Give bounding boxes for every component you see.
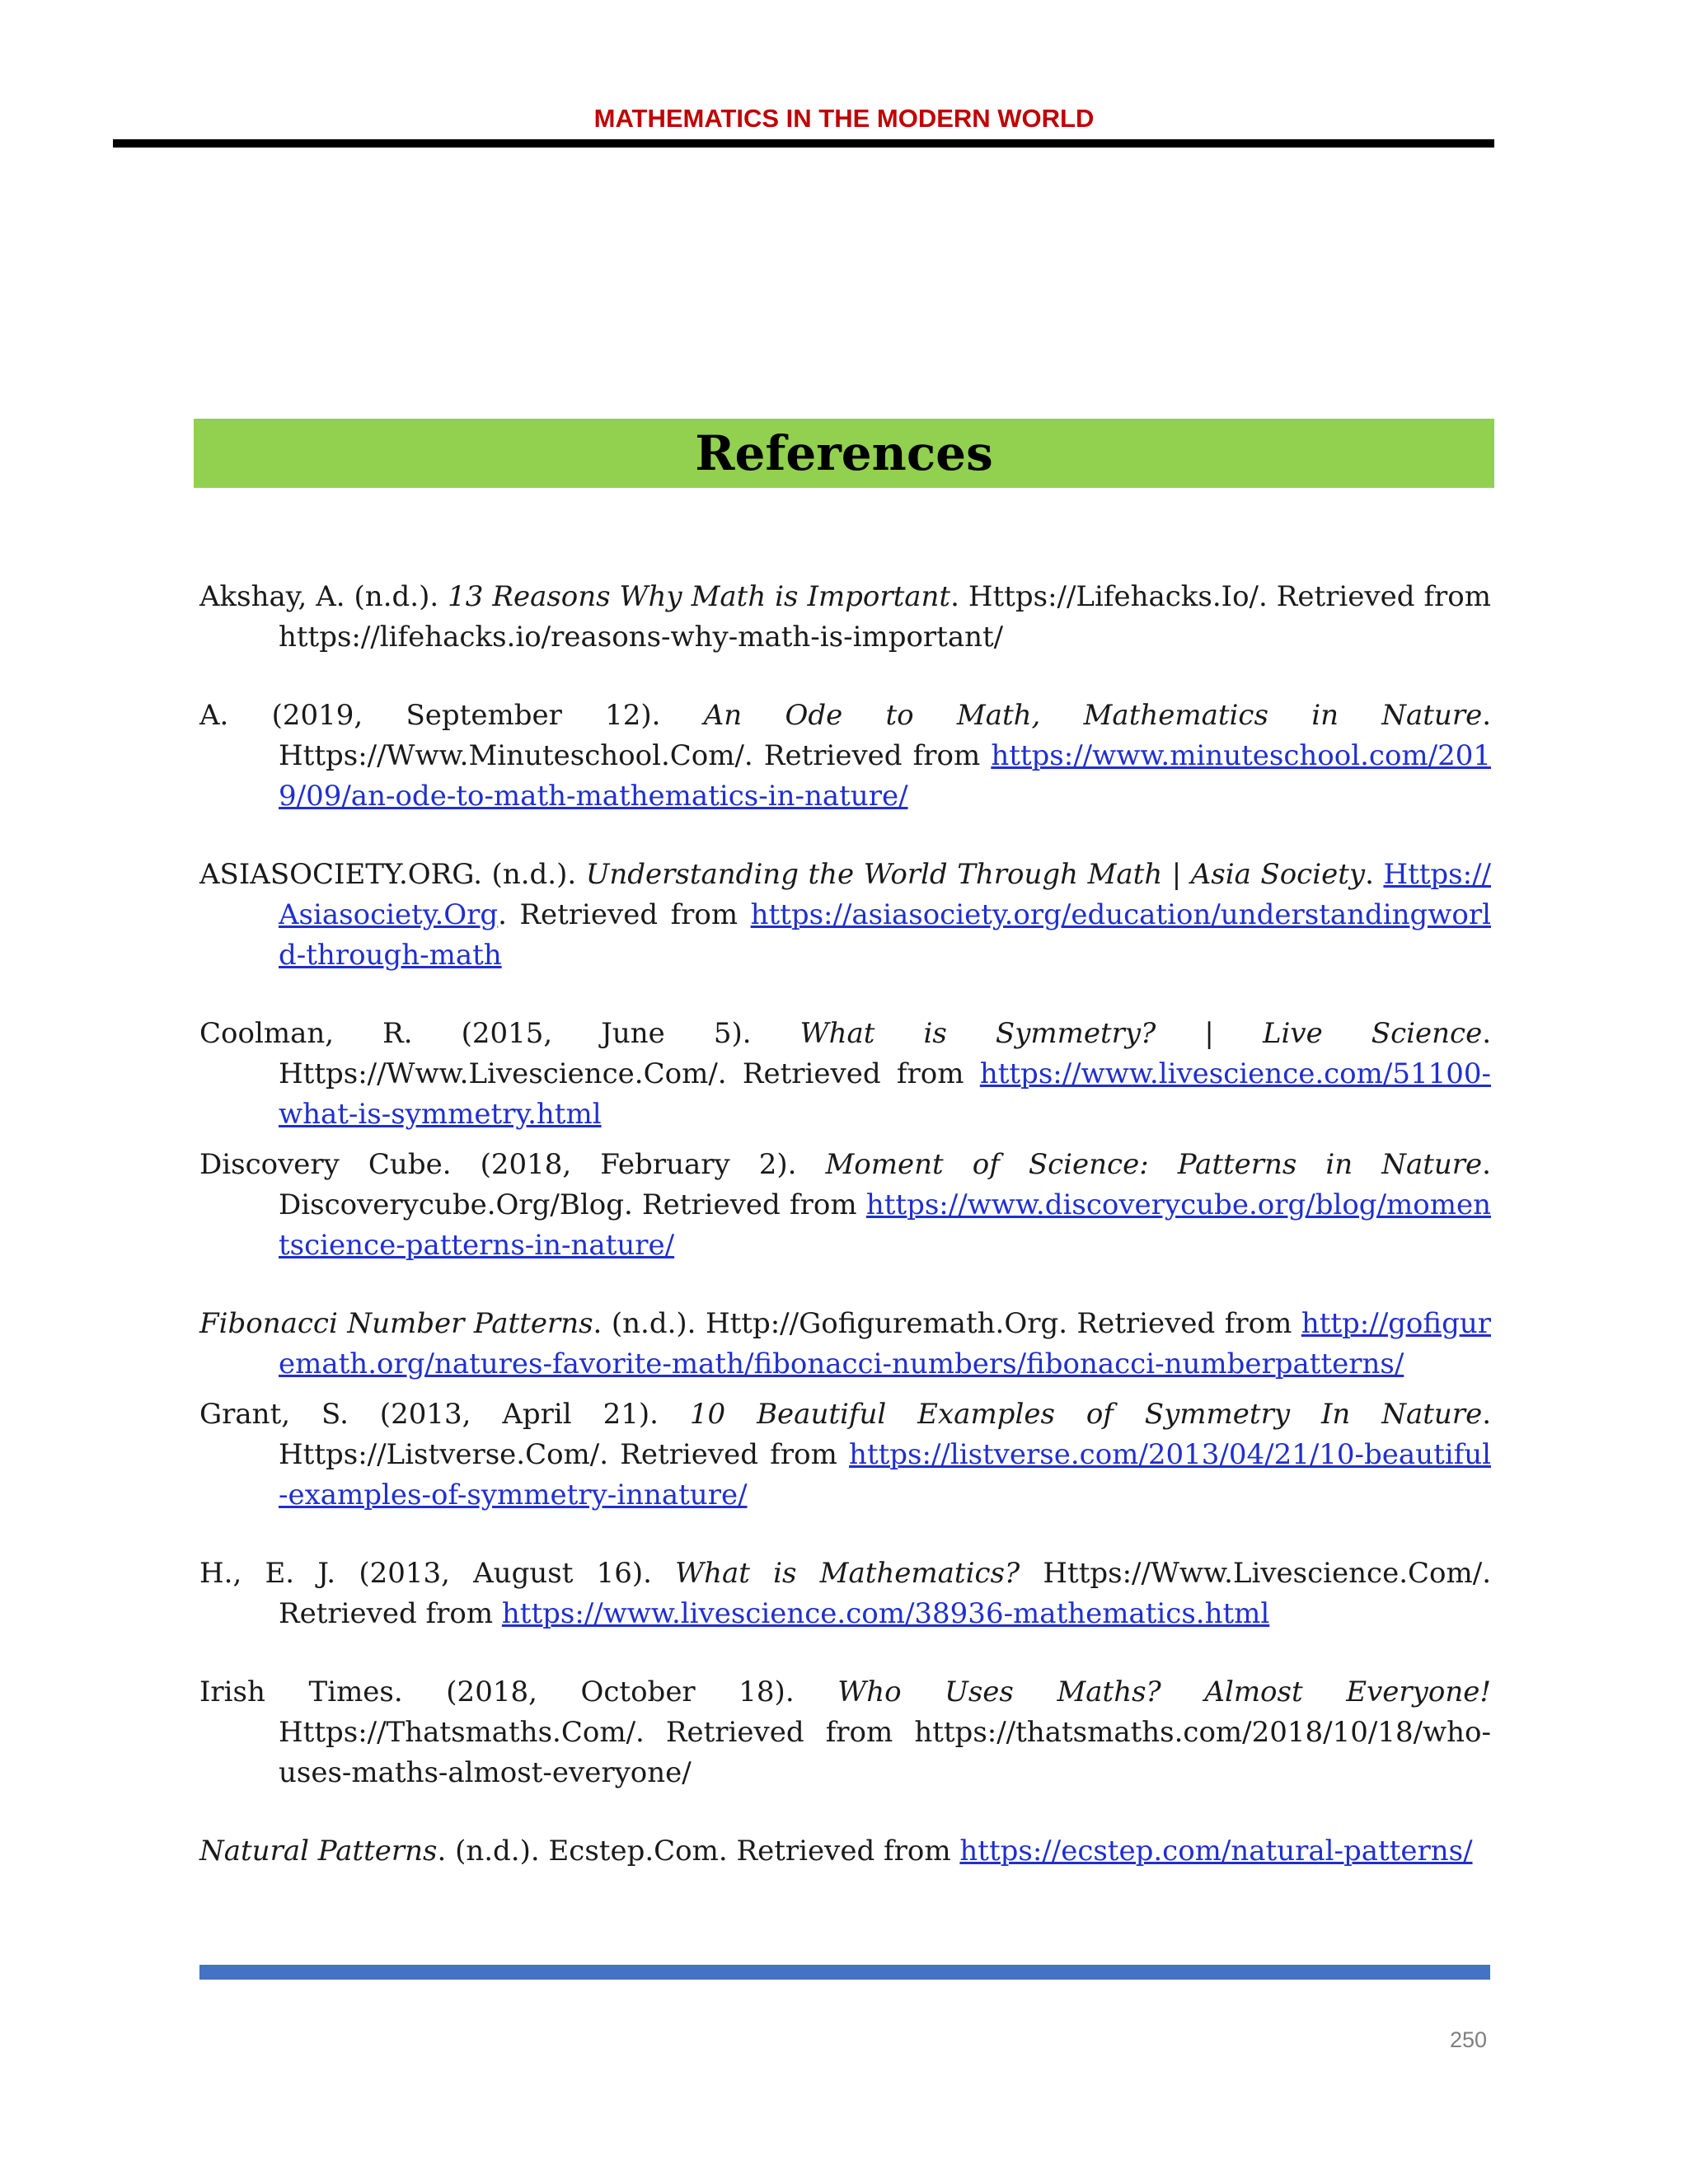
reference-entry — [199, 1014, 1491, 1135]
reference-link[interactable]: https://www.livescience.com/38936-mathematics.html — [501, 1597, 1270, 1630]
reference-author: Grant, S. (2013, April 21). — [199, 1398, 690, 1431]
reference-author: Akshay, A. (n.d.). — [199, 580, 448, 613]
footer-rule — [199, 1965, 1490, 1980]
reference-source: Https://Www.Livescience.Com/. Retrieved from — [279, 1557, 1491, 1630]
reference-title: 10 Beautiful Examples of Symmetry In Nature — [689, 1398, 1483, 1431]
reference-title: Natural Patterns — [199, 1835, 438, 1868]
reference-title: Who Uses Maths? Almost Everyone! — [837, 1675, 1492, 1708]
reference-title: 13 Reasons Why Math is Important — [448, 580, 951, 613]
reference-entry — [199, 1554, 1491, 1634]
reference-author: Coolman, R. (2015, June 5). — [199, 1017, 800, 1050]
reference-retrieved: . Retrieved from — [498, 898, 751, 931]
reference-source: . Https://Listverse.Com/. Retrieved from — [279, 1398, 1491, 1471]
reference-source: . Https://Lifehacks.Io/. Retrieved from https://lifehacks.io/reasons-why-math-is-important/ — [279, 580, 1492, 654]
reference-source: . (n.d.). Http://Gofiguremath.Org. Retrieved from — [593, 1307, 1301, 1340]
reference-link[interactable]: https://ecstep.com/natural-patterns/ — [959, 1835, 1473, 1868]
reference-link[interactable]: https://www.discoverycube.org/blog/momentscience-patterns-in-nature/ — [279, 1188, 1491, 1262]
header-rule — [113, 139, 1494, 148]
reference-entry — [199, 1145, 1491, 1266]
reference-link[interactable]: http://gofiguremath.org/natures-favorite-math/fibonacci-numbers/fibonacci-numberpatterns/ — [279, 1307, 1491, 1380]
page-number: 250 — [1449, 2027, 1487, 2052]
reference-link[interactable]: https://www.minuteschool.com/2019/09/an-ode-to-math-mathematics-in-nature/ — [279, 739, 1491, 813]
reference-list — [199, 577, 1491, 1910]
reference-entry — [199, 1672, 1491, 1793]
reference-entry — [199, 855, 1491, 976]
reference-link[interactable]: https://www.livescience.com/51100-what-is-symmetry.html — [279, 1057, 1491, 1131]
reference-source: . Https://Www.Livescience.Com/. Retrieved from — [279, 1017, 1491, 1090]
reference-link[interactable]: https://asiasociety.org/education/understandingworld-through-math — [279, 898, 1491, 972]
section-title: References — [695, 425, 993, 481]
reference-entry — [199, 1831, 1491, 1872]
reference-entry — [199, 577, 1491, 658]
reference-title: What is Mathematics? — [675, 1557, 1020, 1590]
reference-title: What is Symmetry? | Live Science — [799, 1017, 1483, 1050]
reference-title: An Ode to Math, Mathematics in Nature — [703, 699, 1483, 732]
reference-source: . Https://Www.Minuteschool.Com/. Retrieved from — [279, 699, 1492, 772]
reference-author: Discovery Cube. (2018, February 2). — [199, 1148, 826, 1181]
reference-entry — [199, 696, 1491, 817]
section-title-band — [194, 419, 1494, 488]
reference-title: Moment of Science: Patterns in Nature — [825, 1148, 1483, 1181]
reference-site-link[interactable]: Https://Asiasociety.Org — [279, 858, 1491, 931]
reference-title: Fibonacci Number Patterns — [199, 1307, 593, 1340]
reference-author: ASIASOCIETY.ORG. (n.d.). — [199, 858, 586, 891]
reference-source: Https://Thatsmaths.Com/. Retrieved from https://thatsmaths.com/2018/10/18/who-uses-maths-almost-everyone/ — [279, 1716, 1491, 1789]
reference-link[interactable]: https://listverse.com/2013/04/21/10-beautiful-examples-of-symmetry-innature/ — [279, 1438, 1491, 1511]
reference-source: . Discoverycube.Org/Blog. Retrieved from — [279, 1148, 1491, 1221]
reference-entry — [199, 1304, 1491, 1385]
reference-author: A. (2019, September 12). — [199, 699, 704, 732]
reference-author: H., E. J. (2013, August 16). — [199, 1557, 676, 1590]
reference-author: Irish Times. (2018, October 18). — [199, 1675, 838, 1708]
reference-entry — [199, 1394, 1491, 1516]
reference-title: Understanding the World Through Math | Asia Society — [585, 858, 1366, 891]
running-header: MATHEMATICS IN THE MODERN WORLD — [593, 104, 1095, 133]
reference-source: . (n.d.). Ecstep.Com. Retrieved from — [437, 1835, 960, 1868]
reference-source: . — [1365, 858, 1384, 891]
